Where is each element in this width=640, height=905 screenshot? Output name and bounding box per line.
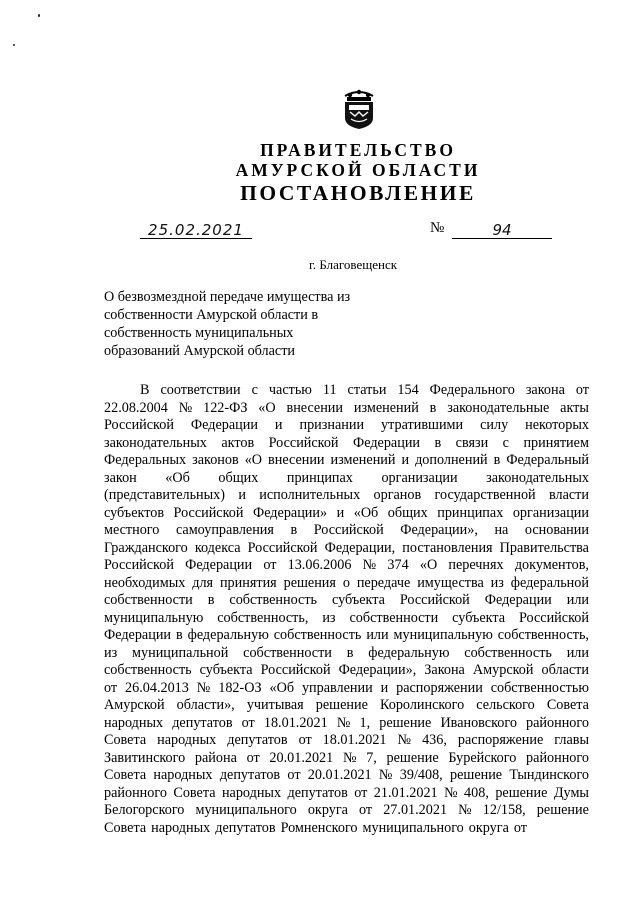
body-line: закон «Об общих принципах организации законодательных (104, 469, 589, 486)
body-line: необходимых для принятия решения о передаче имущества из федеральной (104, 574, 589, 591)
subject-line: собственности Амурской области в (104, 307, 319, 323)
document-subject (104, 288, 394, 360)
government-title: ПРАВИТЕЛЬСТВО (260, 140, 456, 160)
body-line: (представительных) и исполнительных органов государственной власти (104, 487, 589, 503)
body-line: Амурской области», учитывая решение Королинского сельского Совета (104, 697, 589, 713)
body-line: В соответствии с частью 11 статьи 154 Федерального закона от (140, 382, 589, 398)
document-number: 94 (452, 222, 552, 239)
body-line: от 26.04.2013 № 182-ОЗ «Об управлении и распоряжении собственностью (104, 679, 589, 696)
body-line: народных депутатов от 18.01.2021 № 1, решение Ивановского районного (104, 714, 589, 731)
number-label: № (430, 220, 445, 236)
city: г. Благовещенск (308, 257, 398, 272)
body-line: местного самоуправления в Российской Федерации», на основании (104, 522, 589, 538)
body-line: Совета народных депутатов от 18.01.2021 № 436, распоряжение главы (104, 732, 589, 748)
body-line: 22.08.2004 № 122-ФЗ «О внесении изменений в законодательные акты (104, 399, 589, 416)
scan-speck (13, 44, 15, 46)
region-title: АМУРСКОЙ ОБЛАСТИ (235, 160, 481, 180)
document-type: ПОСТАНОВЛЕНИЕ (240, 181, 476, 205)
scan-speck (38, 14, 40, 17)
body-line: Белогорского муниципального округа от 27.01.2021 № 12/158, решение (104, 802, 589, 818)
subject-line: О безвозмездной передаче имущества из (104, 289, 351, 305)
body-line: собственности в собственность субъекта Российской Федерации или (104, 592, 589, 608)
body-line: Российской Федерации и признании утратившими силу некоторых (104, 417, 589, 433)
subject-line: собственность муниципальных (104, 325, 294, 341)
body-line: районного Совета народных депутатов от 21.01.2021 № 408, решение Думы (104, 784, 589, 801)
body-line: собственность субъекта Российской Федерации», Закона Амурской области (104, 662, 589, 678)
body-line: законодательных актов Российской Федерации в связи с принятием (104, 434, 589, 451)
body-line: Федерации в федеральную собственность или муниципальную собственность, (104, 627, 589, 643)
document-body (104, 382, 589, 837)
document-date: 25.02.2021 (140, 222, 252, 239)
body-line: из муниципальной собственности в федеральную собственность или (104, 644, 589, 661)
body-line: Федеральных законов «О внесении изменений и дополнений в Федеральный (104, 452, 589, 468)
body-line: Завитинского района от 20.01.2021 № 7, решение Бурейского районного (104, 749, 589, 766)
body-line: Российской Федерации от 13.06.2006 № 374 «О перечнях документов, (104, 557, 589, 573)
subject-line: образований Амурской области (104, 343, 295, 359)
body-line: Совета народных депутатов Ромненского муниципального округа от (104, 819, 527, 836)
body-line: субъектов Российской Федерации» и «Об общих принципах организации (104, 504, 589, 521)
coat-of-arms-emblem (341, 88, 377, 130)
body-line: Совета народных депутатов от 20.01.2021 № 39/408, решение Тындинского (104, 767, 589, 783)
body-line: Гражданского кодекса Российской Федерации, постановления Правительства (104, 539, 589, 556)
body-line: муниципальную собственность, из собственности субъекта Российской (104, 609, 589, 626)
